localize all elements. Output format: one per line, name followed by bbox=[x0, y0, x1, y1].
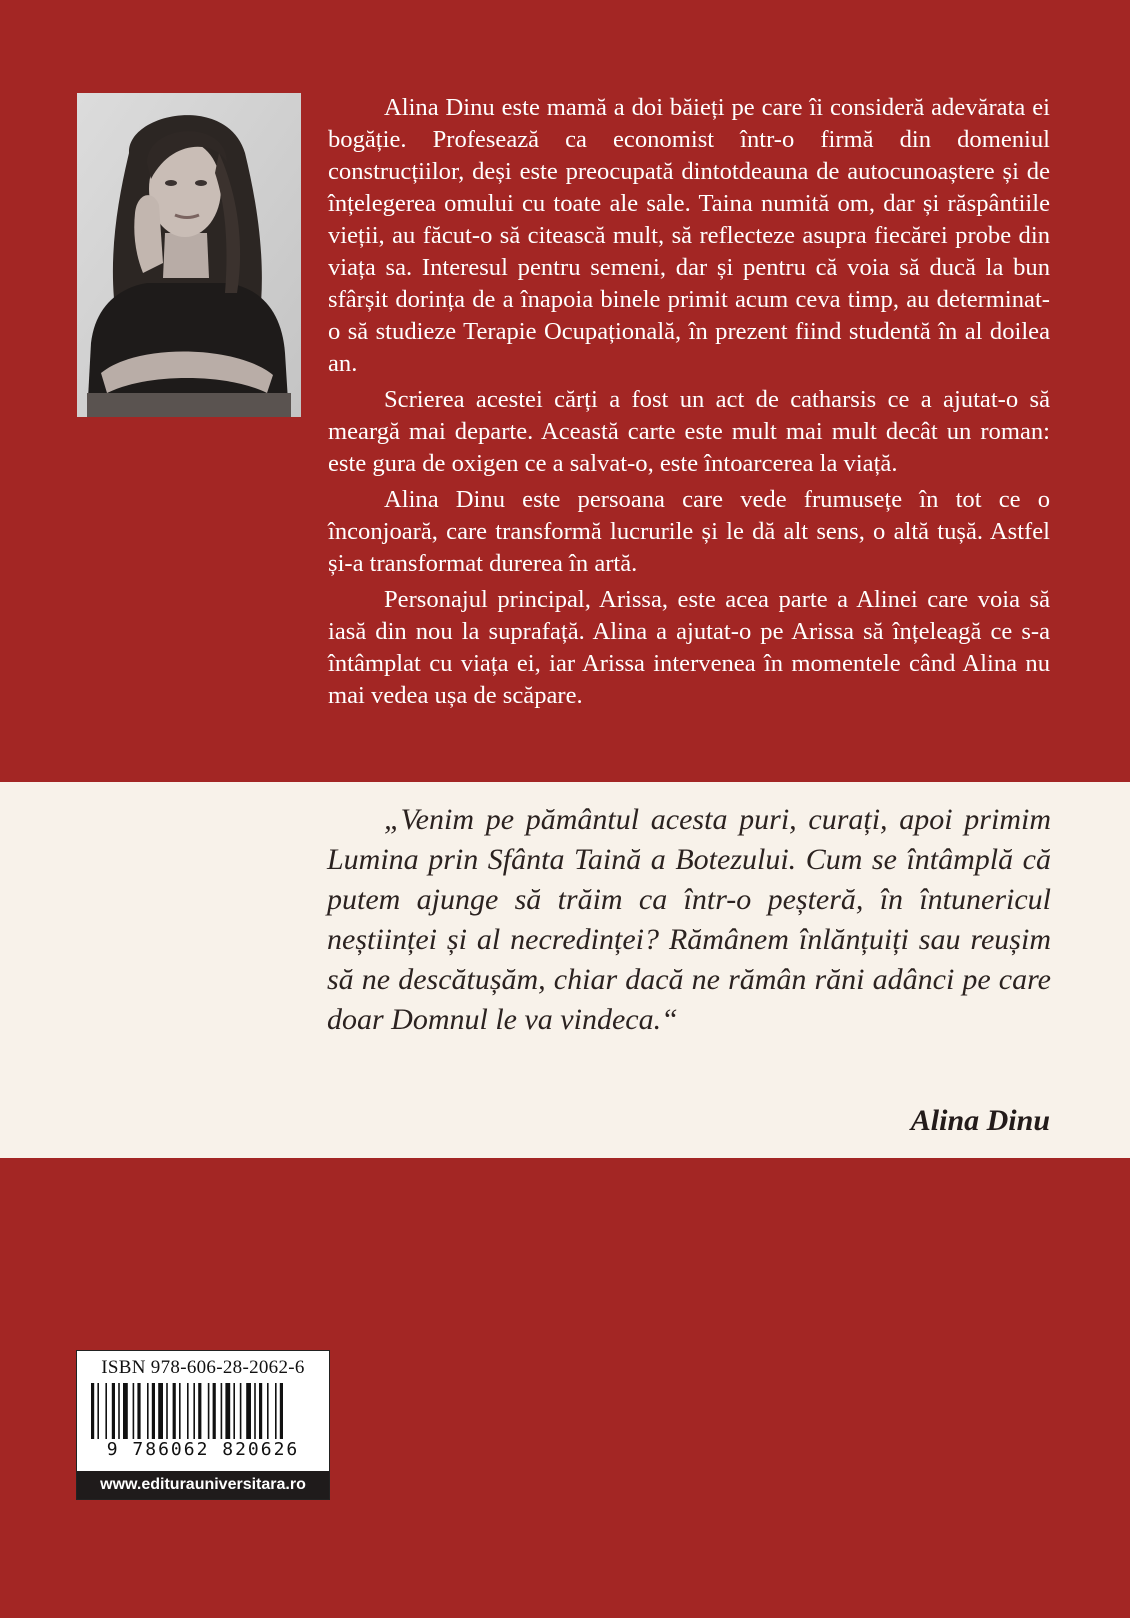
author-photo bbox=[77, 93, 301, 417]
bio-paragraph: Alina Dinu este persoana care vede frumusețe în tot ce o înconjoară, care transformă lucrurile și le dă alt sens, o altă tușă. Astfel și-a transformat durerea în artă. bbox=[328, 486, 1050, 577]
bio-paragraph: Scrierea acestei cărți a fost un act de catharsis ce a ajutat-o să meargă mai departe. Această carte este mult mai mult decât un roman: este gura de oxigen ce a salvat-o, este întoarcerea la viață. bbox=[328, 386, 1050, 477]
barcode-icon bbox=[91, 1383, 317, 1439]
quote-text: „Venim pe pământul acesta puri, curați, apoi primim Lumina prin Sfânta Taină a Botezului. Cum se întâmplă că putem ajunge să trăim ca într-o peșteră, în întunericul neștiinței și al necredinței? Rămânem înlănțuiți sau reușim să ne descătușăm, chiar dacă ne rămân răni adânci pe care doar Domnul le va vindeca.“ bbox=[327, 803, 1051, 1036]
bio-paragraph: Alina Dinu este mamă a doi băieți pe care îi consideră adevărata ei bogăție. Profesează ca economist într-o firmă din domeniul construcțiilor, deși este preocupată dintotdeauna de autocunoaștere și de înțelegerea omului cu toate ale sale. Taina numită om, dar și răspântiile vieții, au făcut-o să citească mult, să reflecteze asupra fiecărei probe din viața sa. Interesul pentru semeni, dar și pentru că voia să ducă la bun sfârșit dorința de a înapoia binele primit acum ceva timp, au determinat-o să studieze Terapie Ocupațională, în prezent fiind studentă în al doilea an. bbox=[328, 94, 1050, 377]
author-portrait-illustration bbox=[77, 93, 301, 417]
isbn-label: ISBN 978-606-28-2062-6 bbox=[101, 1357, 305, 1378]
isbn-barcode-box bbox=[76, 1350, 330, 1500]
barcode-digits: 9 786062 820626 bbox=[106, 1439, 300, 1460]
quote-band bbox=[0, 782, 1130, 1158]
quote-author: Alina Dinu bbox=[910, 1104, 1050, 1137]
author-bio bbox=[328, 92, 1050, 716]
publisher-website: www.editurauniversitara.ro bbox=[77, 1471, 329, 1499]
bio-paragraph: Personajul principal, Arissa, este acea parte a Alinei care voia să iasă din nou la suprafață. Alina a ajutat-o pe Arissa să înțeleagă ce s-a întâmplat cu viața ei, iar Arissa intervenea în momentele când Alina nu mai vedea ușa de scăpare. bbox=[328, 586, 1050, 709]
